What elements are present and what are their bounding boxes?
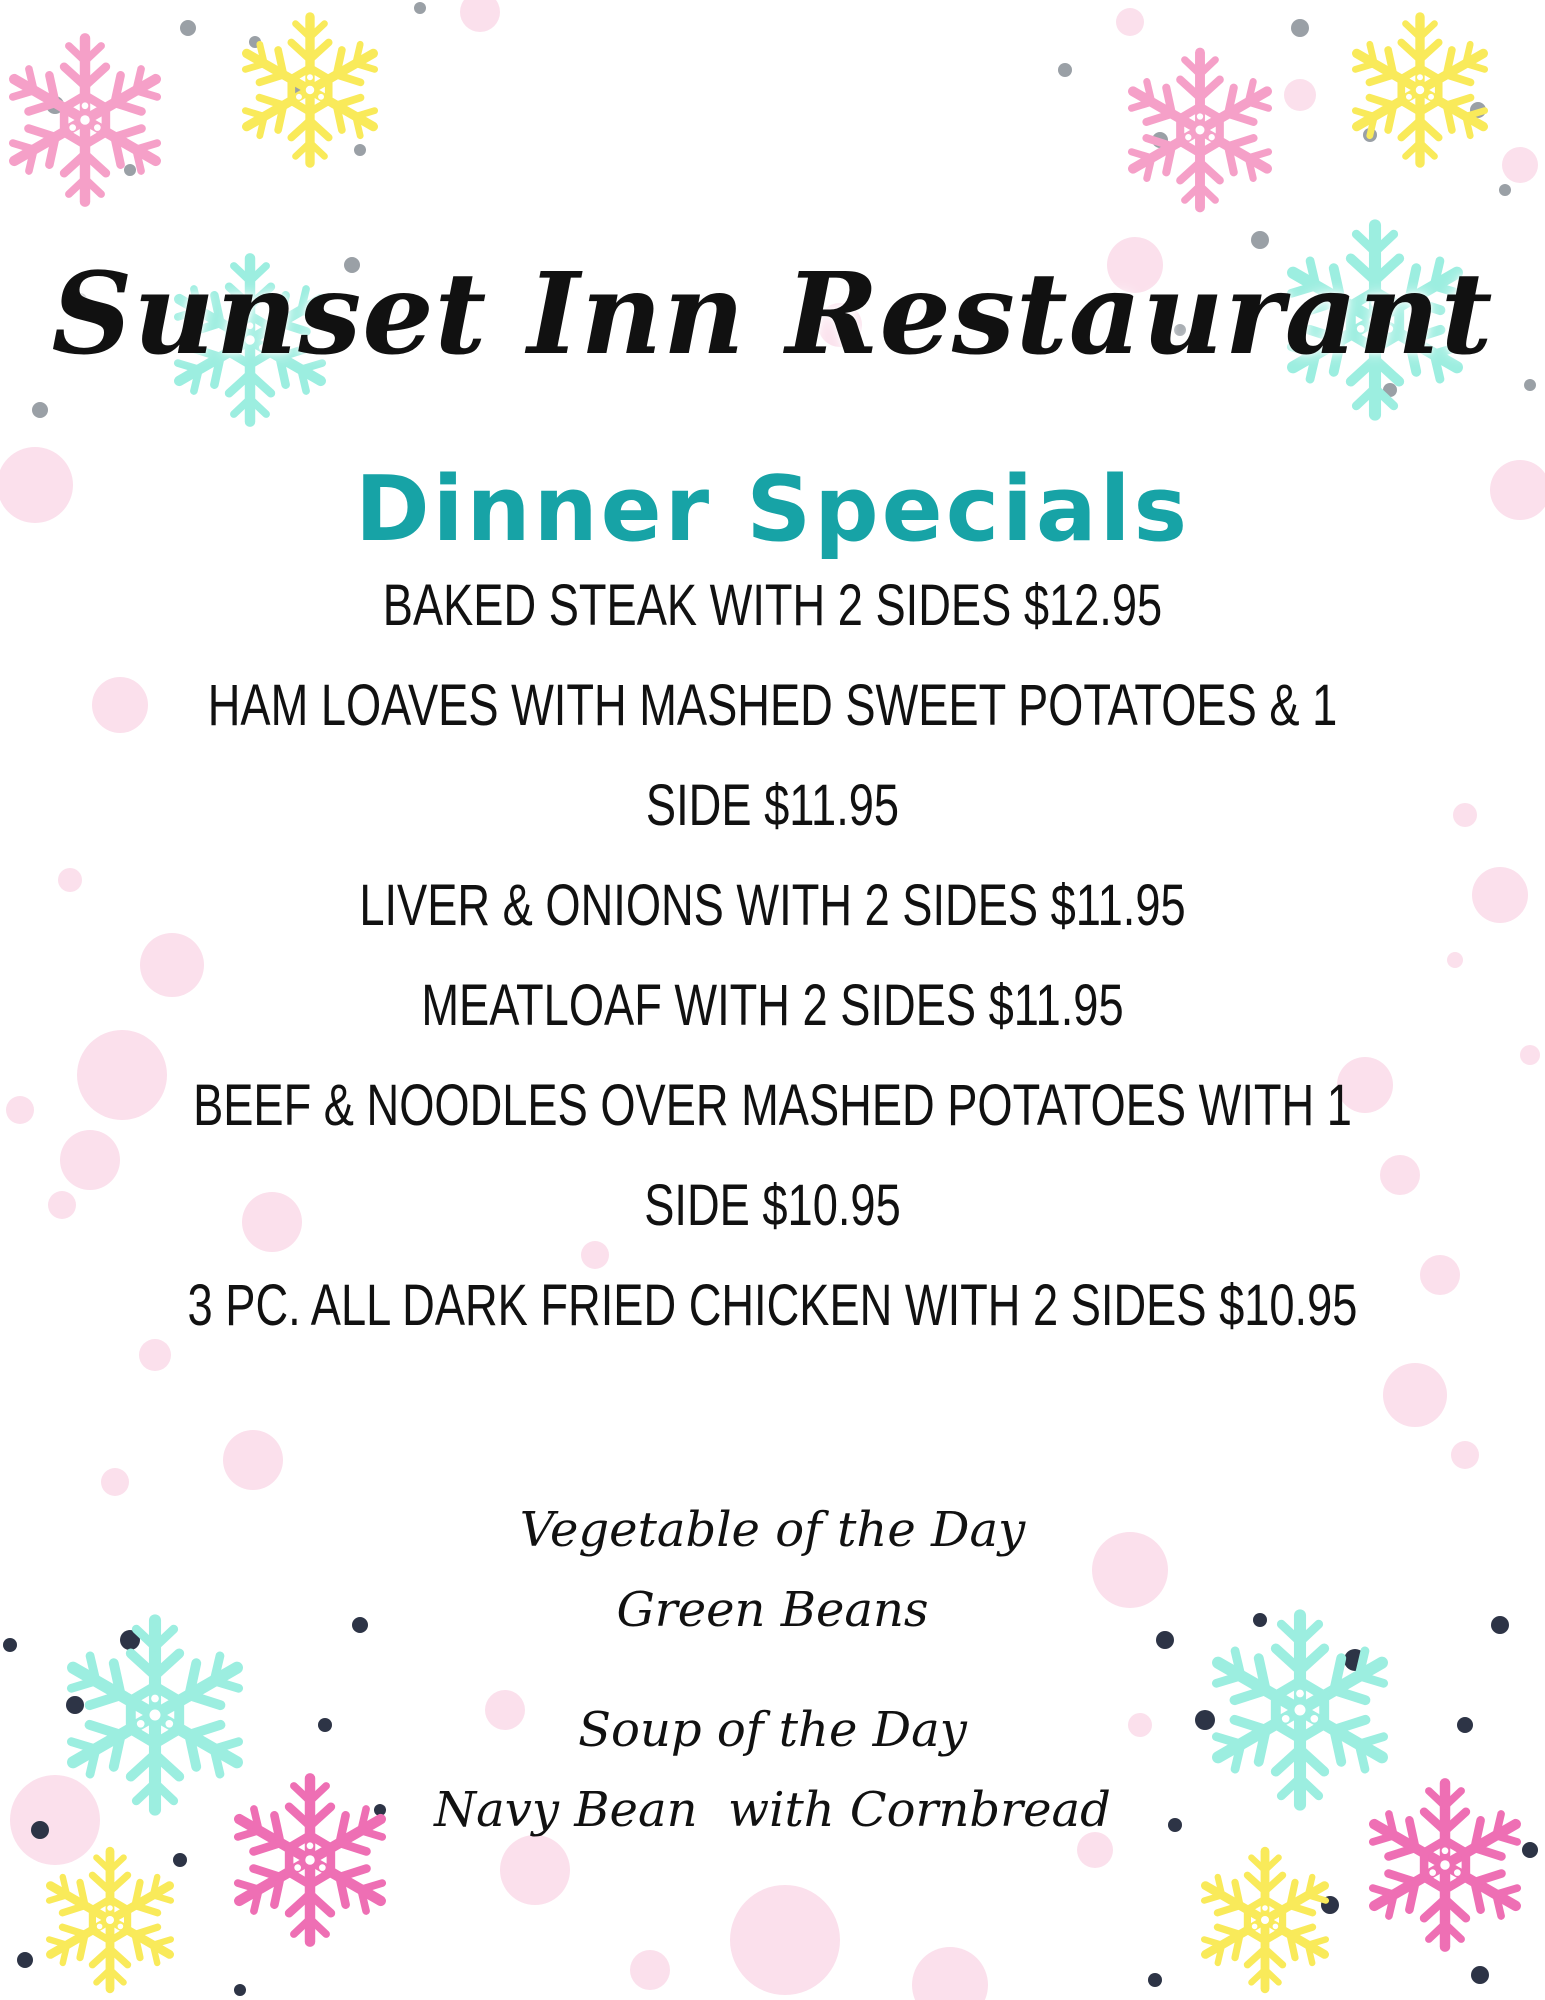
soup-label: Soup of the Day [578, 1702, 967, 1758]
list-item: HAM LOAVES WITH MASHED SWEET POTATOES & 1 [207, 673, 1338, 738]
list-item: LIVER & ONIONS WITH 2 SIDES $11.95 [359, 873, 1186, 938]
list-item: BEEF & NOODLES OVER MASHED POTATOES WITH 1 [193, 1073, 1352, 1138]
soup-value: Navy Bean with Cornbread [434, 1782, 1111, 1838]
snowflake-icon [4, 38, 166, 201]
snowflake-icon [1123, 53, 1277, 208]
vegetable-label: Vegetable of the Day [519, 1502, 1026, 1558]
daily-specials [0, 1490, 1545, 1850]
restaurant-name: Sunset Inn Restaurant [51, 249, 1494, 381]
list-item: MEATLOAF WITH 2 SIDES $11.95 [421, 973, 1124, 1038]
spacer [0, 1650, 1545, 1690]
list-item: BAKED STEAK WITH 2 SIDES $12.95 [382, 573, 1163, 638]
list-item: 3 PC. ALL DARK FRIED CHICKEN WITH 2 SIDES $10.95 [187, 1273, 1358, 1338]
page-title: Dinner Specials [354, 456, 1191, 562]
vegetable-value: Green Beans [616, 1582, 929, 1638]
specials-list [0, 556, 1545, 1356]
snowflake-icon [42, 1851, 179, 1989]
list-item: SIDE $10.95 [644, 1173, 901, 1238]
list-item: SIDE $11.95 [645, 773, 900, 838]
snowflake-icon [1197, 1851, 1334, 1989]
